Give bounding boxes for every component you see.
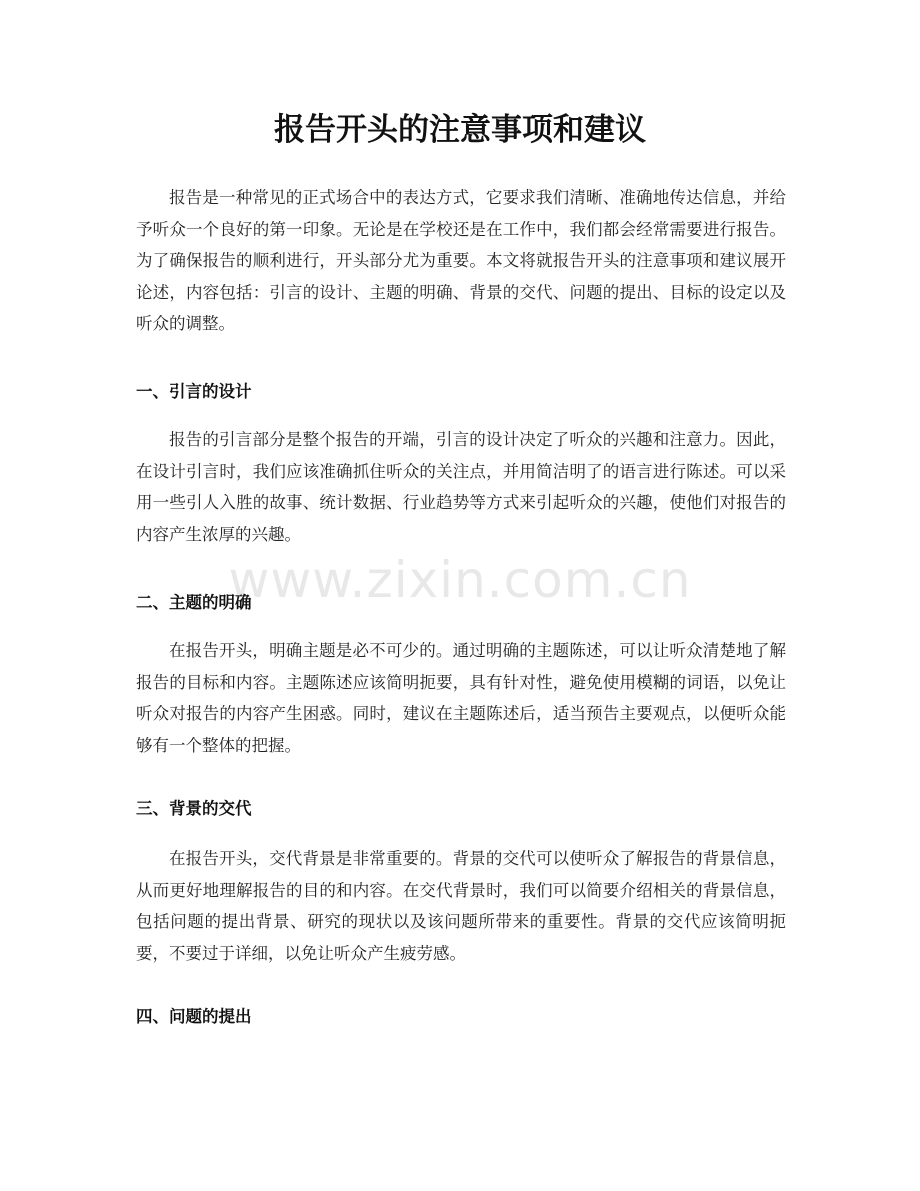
watermark: www.zixin.com.cn bbox=[228, 551, 692, 609]
section-heading-3: 三、背景的交代 bbox=[136, 799, 252, 818]
section-heading-4: 四、问题的提出 bbox=[136, 1007, 252, 1026]
section-paragraph-3: 在报告开头，交代背景是非常重要的。背景的交代可以使听众了解报告的背景信息，从而更好地理解报告的目的和内容。在交代背景时，我们可以简要介绍相关的背景信息，包括问题的提出背景、研究的现状以及该问题所带来的重要性。背景的交代应该简明扼要，不要过于详细，以免让听众产生疲劳感。 bbox=[136, 849, 786, 963]
section-heading-1: 一、引言的设计 bbox=[136, 382, 252, 401]
section-heading-2: 二、主题的明确 bbox=[136, 593, 252, 612]
document-title: 报告开头的注意事项和建议 bbox=[274, 112, 646, 148]
section-paragraph-2: 在报告开头，明确主题是必不可少的。通过明确的主题陈述，可以让听众清楚地了解报告的目标和内容。主题陈述应该简明扼要，具有针对性，避免使用模糊的词语，以免让听众对报告的内容产生困惑。同时，建议在主题陈述后，适当预告主要观点，以便听众能够有一个整体的把握。 bbox=[136, 641, 786, 755]
intro-paragraph: 报告是一种常见的正式场合中的表达方式，它要求我们清晰、准确地传达信息，并给予听众一个良好的第一印象。无论是在学校还是在工作中，我们都会经常需要进行报告。为了确保报告的顺利进行，开头部分尤为重要。本文将就报告开头的注意事项和建议展开论述，内容包括：引言的设计、主题的明确、背景的交代、问题的提出、目标的设定以及听众的调整。 bbox=[136, 188, 786, 333]
section-paragraph-1: 报告的引言部分是整个报告的开端，引言的设计决定了听众的兴趣和注意力。因此，在设计引言时，我们应该准确抓住听众的关注点，并用简洁明了的语言进行陈述。可以采用一些引人入胜的故事、统计数据、行业趋势等方式来引起听众的兴趣，使他们对报告的内容产生浓厚的兴趣。 bbox=[136, 430, 786, 544]
